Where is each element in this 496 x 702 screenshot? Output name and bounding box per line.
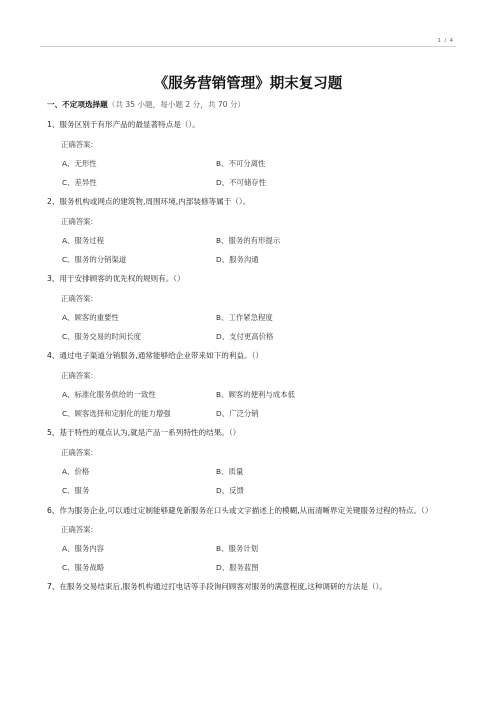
page-number: 1 / 4	[437, 38, 454, 44]
option-c: C、服务交易的时间长度	[62, 332, 142, 341]
option-a: A、顾客的重要性	[62, 313, 119, 322]
options-grid	[62, 234, 457, 267]
option-d: D、不可储存性	[216, 178, 267, 187]
question-item	[47, 426, 457, 498]
question-item	[47, 503, 457, 575]
option-c: C、服务战略	[62, 563, 105, 572]
question-list	[47, 98, 457, 600]
question-text: 7、在服务交易结束后,服务机构通过打电话等手段询问顾客对服务的满意程度,这种调研的方法是（）。	[47, 582, 387, 591]
option-d: D、广泛分销	[216, 409, 259, 418]
answer-label: 正确答案:	[61, 448, 94, 457]
option-b: B、质量	[216, 467, 244, 476]
option-d: D、服务沟通	[216, 255, 259, 264]
section-heading	[47, 98, 457, 112]
question-item	[47, 580, 457, 594]
options-grid	[62, 388, 457, 421]
option-d: D、支付更高价格	[216, 332, 274, 341]
header-divider	[40, 46, 456, 47]
option-a: A、标准化服务供给的一致性	[62, 390, 156, 399]
section-heading-text: 一、不定项选择题	[47, 100, 108, 109]
option-c: C、服务	[62, 486, 90, 495]
options-grid	[62, 311, 457, 344]
answer-label: 正确答案:	[61, 371, 94, 380]
options-grid	[62, 465, 457, 498]
options-grid	[62, 542, 457, 575]
option-c: C、顾客选择和定制化的能力增强	[62, 409, 171, 418]
answer-label: 正确答案:	[61, 140, 94, 149]
answer-label: 正确答案:	[61, 217, 94, 226]
question-text: 3、用于安排顾客的优先权的规则有。（）	[47, 274, 185, 283]
question-item	[47, 272, 457, 344]
question-item	[47, 349, 457, 421]
question-text: 4、通过电子渠道分销服务,通常能够给企业带来如下的利益。（）	[47, 351, 264, 360]
question-text: 5、基于特性的观点认为,就是产品一系列特性的结果。（）	[47, 428, 241, 437]
question-text: 2、服务机构或网点的建筑物,周围环境,内部装修等属于（）。	[47, 197, 251, 206]
answer-label: 正确答案:	[61, 525, 94, 534]
options-grid	[62, 157, 457, 190]
option-c: C、服务的分销渠道	[62, 255, 127, 264]
option-d: D、反馈	[216, 486, 244, 495]
option-a: A、服务过程	[62, 236, 105, 245]
question-item	[47, 195, 457, 267]
option-a: A、价格	[62, 467, 90, 476]
option-a: A、服务内容	[62, 544, 105, 553]
option-b: B、服务的有形提示	[216, 236, 281, 245]
question-text: 6、作为服务企业,可以通过定制能够避免新服务在口头或文字描述上的模糊,从而清晰界定关键服务过程的特点。（）	[47, 506, 433, 515]
option-c: C、差异性	[62, 178, 97, 187]
option-b: B、工作紧急程度	[216, 313, 273, 322]
option-b: B、不可分离性	[216, 159, 266, 168]
section-note: （共 35 小题，每小题 2 分，共 70 分）	[107, 100, 246, 109]
option-a: A、无形性	[62, 159, 97, 168]
option-b: B、服务计划	[216, 544, 259, 553]
document-title: 《服务营销管理》期末复习题	[153, 75, 343, 92]
question-item	[47, 118, 457, 190]
answer-label: 正确答案:	[61, 294, 94, 303]
question-text: 1、服务区别于有形产品的最显著特点是（）。	[47, 120, 200, 129]
option-b: B、顾客的便利与成本低	[216, 390, 295, 399]
option-d: D、服务蓝图	[216, 563, 259, 572]
